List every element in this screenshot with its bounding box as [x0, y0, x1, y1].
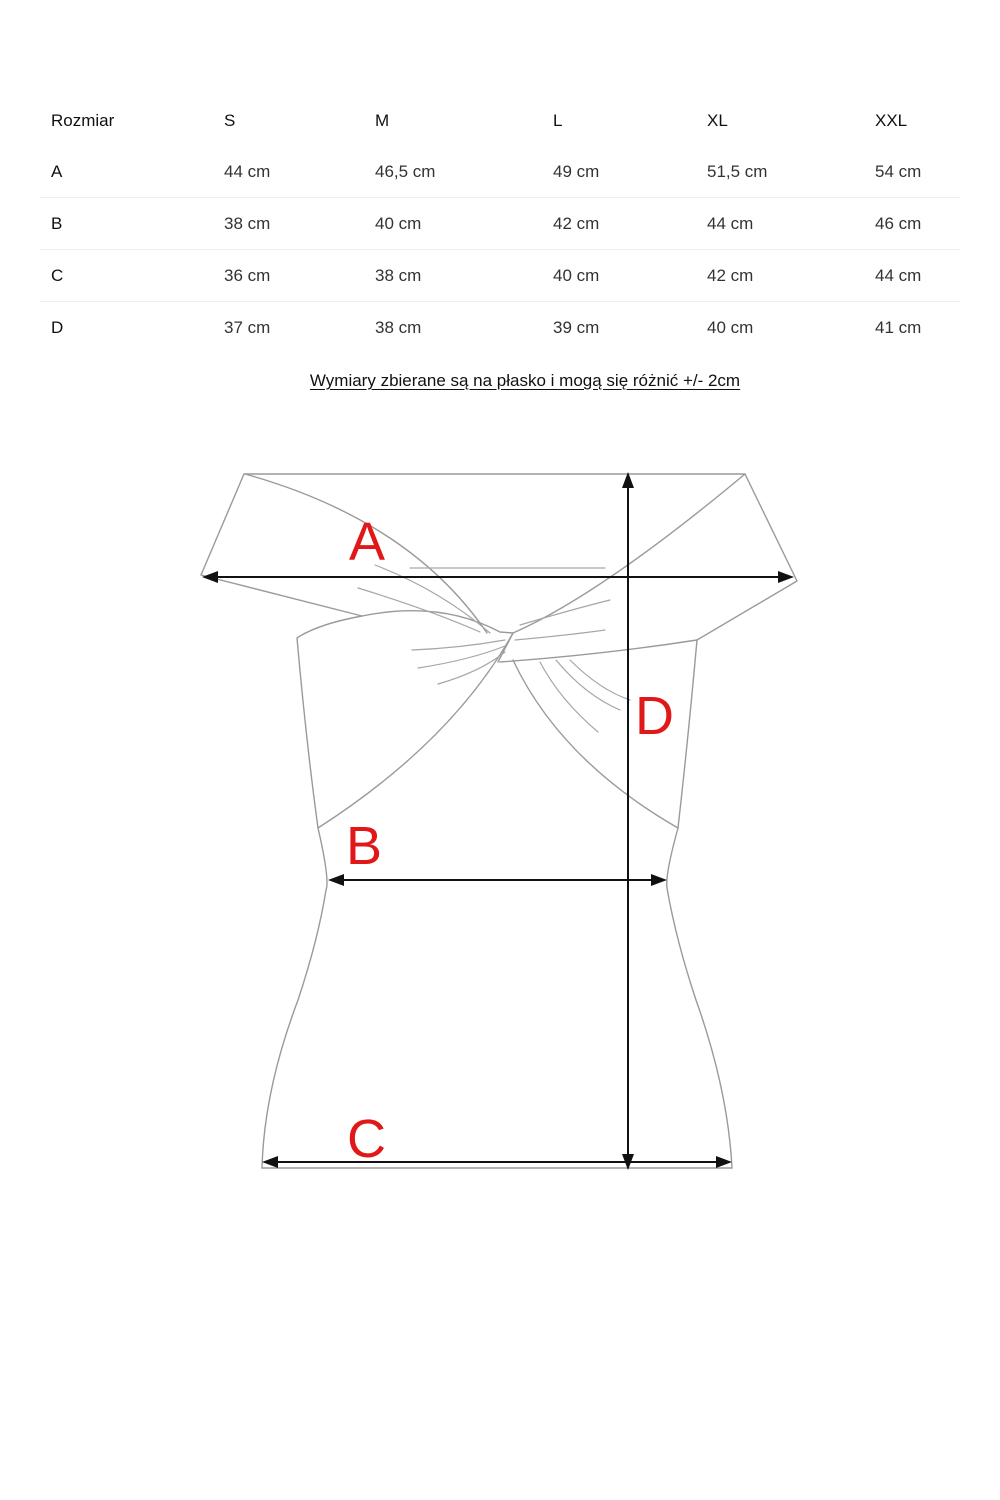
table-cell: 49 cm	[553, 161, 600, 181]
measurement-lines	[202, 472, 794, 1170]
table-cell: 37 cm	[224, 317, 271, 337]
table-cell: 40 cm	[553, 265, 600, 285]
table-cell: 41 cm	[875, 317, 922, 337]
table-cell: 46 cm	[875, 213, 922, 233]
row-label: D	[51, 317, 64, 337]
table-cell: 42 cm	[707, 265, 754, 285]
table-cell: 40 cm	[375, 213, 422, 233]
left-body-outline	[262, 616, 362, 1168]
fold-line	[556, 660, 620, 710]
arrow-right-icon	[651, 874, 667, 886]
table-cell: 38 cm	[224, 213, 271, 233]
table-cell: 46,5 cm	[375, 161, 436, 181]
label-c: C	[347, 1109, 386, 1169]
arrow-right-icon	[716, 1156, 732, 1168]
arrow-right-icon	[778, 571, 794, 583]
fold-line	[358, 588, 480, 632]
arrow-left-icon	[328, 874, 344, 886]
arrow-left-icon	[262, 1156, 278, 1168]
measurement-note: Wymiary zbierane są na płasko i mogą się różnić +/- 2cm	[309, 371, 741, 390]
table-cell: 42 cm	[553, 213, 600, 233]
header-cell: S	[224, 110, 236, 130]
table-cell: 36 cm	[224, 265, 271, 285]
row-label: B	[51, 213, 63, 233]
header-cell: XL	[707, 110, 728, 130]
wrap-left-seam	[318, 633, 513, 828]
right-body-outline	[667, 640, 732, 1168]
arrow-left-icon	[202, 571, 218, 583]
label-a: A	[349, 512, 386, 572]
label-d: D	[635, 686, 674, 746]
table-cell: 51,5 cm	[707, 161, 768, 181]
fold-line	[570, 660, 630, 700]
header-cell: L	[553, 110, 563, 130]
fold-line	[515, 630, 605, 640]
label-b: B	[346, 816, 383, 876]
header-cell: Rozmiar	[51, 110, 115, 130]
left-shoulder-outline	[201, 474, 797, 640]
table-cell: 38 cm	[375, 317, 422, 337]
table-cell: 44 cm	[875, 265, 922, 285]
header-cell: M	[375, 110, 390, 130]
row-label: C	[51, 265, 64, 285]
fold-line	[520, 600, 610, 625]
table-cell: 38 cm	[375, 265, 422, 285]
table-cell: 44 cm	[224, 161, 271, 181]
table-cell: 40 cm	[707, 317, 754, 337]
header-cell: XXL	[875, 110, 908, 130]
table-cell: 44 cm	[707, 213, 754, 233]
fold-line	[412, 640, 505, 650]
garment-outline	[201, 474, 797, 1168]
fold-line	[540, 662, 598, 732]
wrap-knot-inner	[362, 611, 513, 662]
row-label: A	[51, 161, 63, 181]
table-cell: 54 cm	[875, 161, 922, 181]
fabric-folds	[358, 565, 630, 732]
table-cell: 39 cm	[553, 317, 600, 337]
